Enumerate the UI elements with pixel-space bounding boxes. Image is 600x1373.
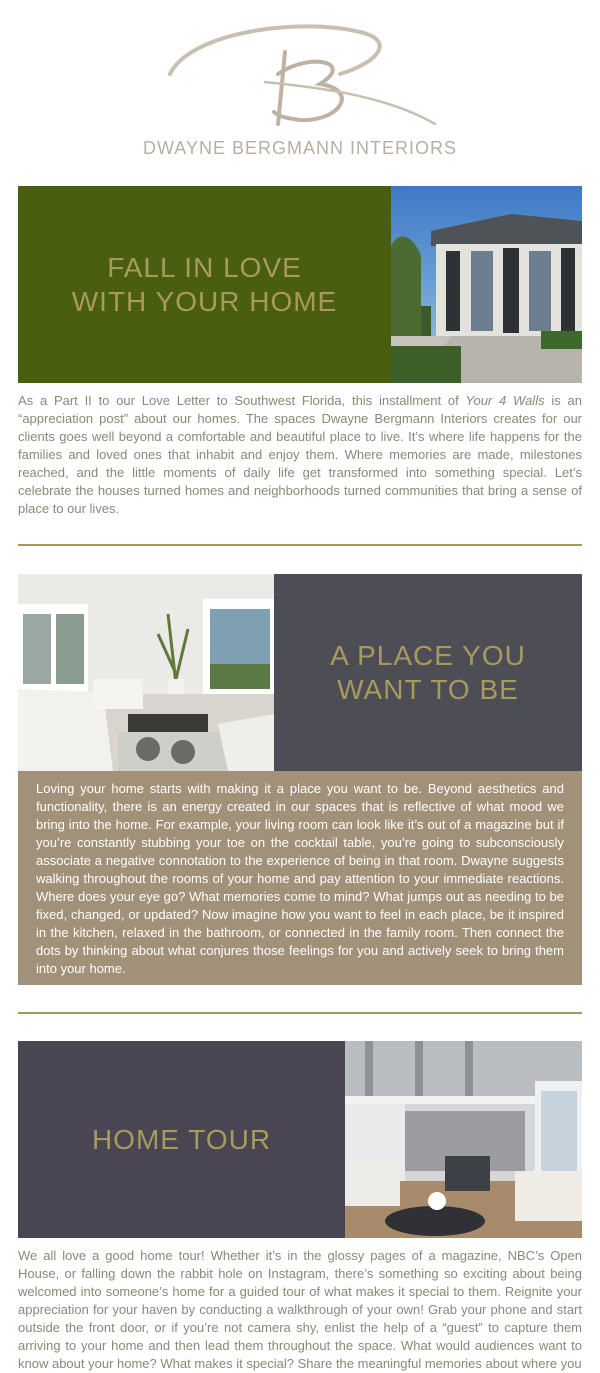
section-heading bbox=[92, 1123, 271, 1157]
divider bbox=[18, 1012, 582, 1014]
section-3-body: We all love a good home tour! Whether it’s in the glossy pages of a magazine, NBC’s Open House, or falling down the rabbit hole on Instagram, there’s something so exciting about being welcomed into someone’s home for a guided tour of what makes it special to them. Reignite your appreciation for your haven by conducting a walkthrough of your own! Grab your phone and start outside the front door, or if you’re not camera shy, enlist the help of a “guest” to capture them arriving to your home and then lead them throughout the space. What would audiences want to know about your home? What makes it special? Share the meaningful memories about where you bbox=[18, 1248, 582, 1371]
divider bbox=[18, 544, 582, 546]
section-2-body: Loving your home starts with making it a place you want to be. Beyond aesthetics and functionality, there is an energy created in our spaces that is reflective of what mood we bring into the home. For example, your living room can look like it’s out of a magazine but if you’re constantly stubbing your toe on the cocktail table, you’re going to subconsciously associate a negative connotation to the experience of being in that room. Dwayne suggests walking throughout the rooms of your home and pay attention to your immediate reactions. Where does your eye go? What memories come to mind? What jumps out as needing to be fixed, changed, or updated? Now imagine how you want to feel in each place, be it inspired in the kitchen, relaxed in the bathroom, or connected in the family room. Then connect the dots by thinking about what conjures those feelings for you and actively seek to bring them into your home. bbox=[36, 781, 564, 976]
section-1-body: As a Part II to our Love Letter to Southwest Florida, this installment of Your 4 Walls is an “appreciation post” about our homes. The spaces Dwayne Bergmann Interiors creates for our clients goes well beyond a comfortable and beautiful place to live. It’s where life happens for the families and loved ones that inhabit and enjoy them. Where memories are made, milestones reached, and the little moments of daily life get transformed into something special. Let’s celebrate the houses turned homes and neighborhoods turned communities that bring a sense of place to our lives. bbox=[18, 393, 582, 516]
section-2-body-box bbox=[18, 771, 582, 985]
heading-line-1: FALL IN LOVE bbox=[107, 251, 302, 283]
heading-line-1: A PLACE YOU bbox=[330, 639, 526, 671]
heading-panel bbox=[274, 574, 582, 771]
hero-a-place-you-want-to-be bbox=[18, 574, 582, 771]
bergmann-monogram-logo bbox=[150, 12, 450, 134]
living-room-photo bbox=[18, 574, 274, 771]
heading-panel bbox=[18, 186, 391, 383]
heading-panel bbox=[18, 1041, 345, 1238]
header-logo[interactable] bbox=[0, 0, 600, 175]
house-exterior-photo bbox=[391, 186, 582, 383]
section-heading bbox=[72, 251, 337, 319]
hero-fall-in-love bbox=[18, 186, 582, 383]
hero-home-tour bbox=[18, 1041, 582, 1238]
great-room-photo bbox=[345, 1041, 582, 1238]
heading-line-2: WITH YOUR HOME bbox=[71, 285, 338, 317]
brand-name: DWAYNE BERGMANN INTERIORS bbox=[142, 138, 458, 158]
section-heading bbox=[330, 639, 526, 707]
column-title: Your 4 Walls bbox=[465, 393, 545, 408]
heading-line-2: WANT TO BE bbox=[337, 673, 519, 705]
heading-line-1: HOME TOUR bbox=[91, 1123, 272, 1155]
